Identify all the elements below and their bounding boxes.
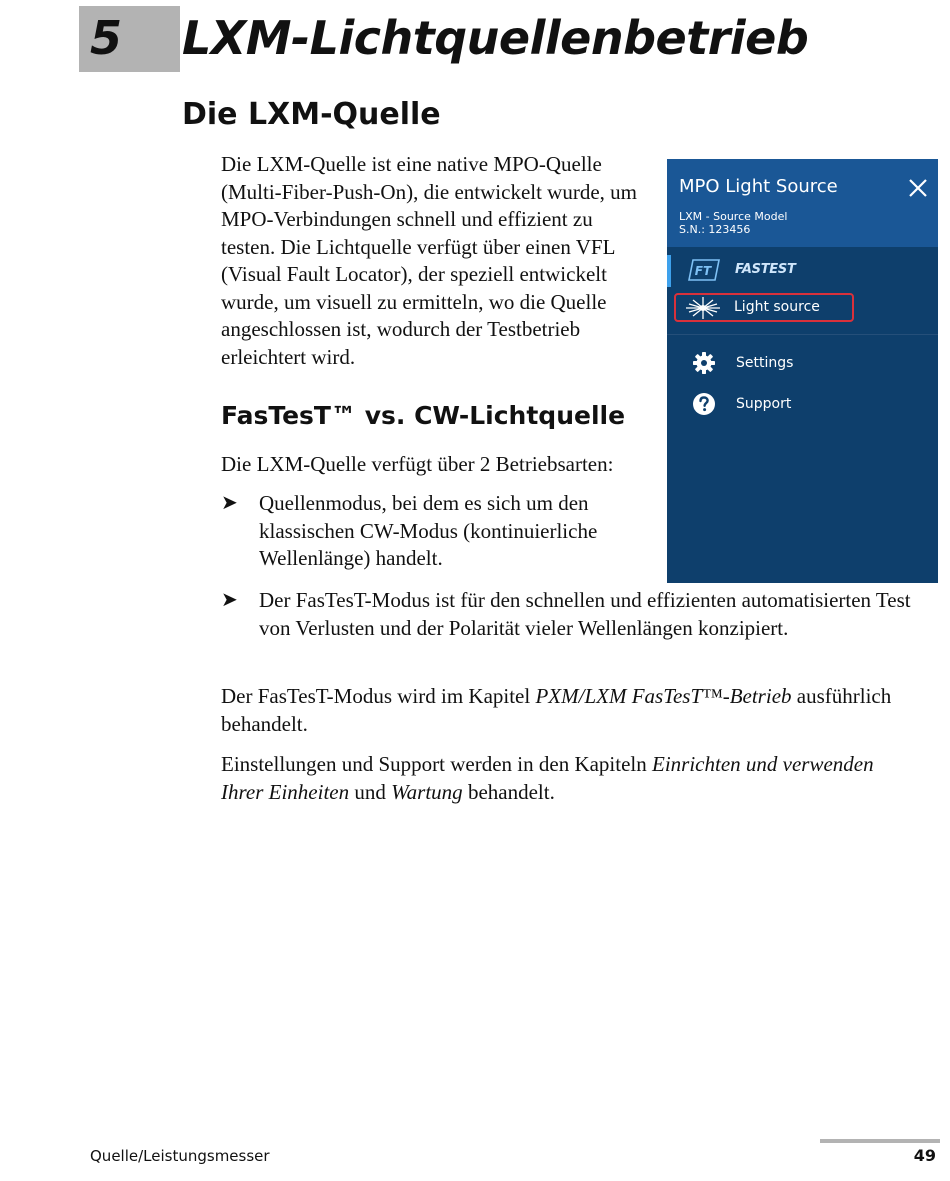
menu-item-fastest-label: FASTEST [735,262,796,277]
fastest-reference-paragraph [221,683,901,738]
text-run: behandelt. [462,779,555,804]
intro-paragraph: Die LXM-Quelle ist eine native MPO-Quelle (Multi-Fiber-Push-On), die entwickelt wurde, um MPO-Verbindungen schnell und effizient zu testen. Die Lichtquelle verfügt über einen VFL (Visual Fault Locator), der speziell entwickelt wurde, um visuell zu ermitteln, wo die Quelle angeschlossen ist, wodurch der Testbetrieb erleichtert wird. [221,152,638,369]
menu-divider [667,334,938,335]
text-run: Einstellungen und Support werden in den Kapiteln [221,752,653,776]
menu-item-support[interactable]: Support [736,396,792,412]
help-icon[interactable] [692,392,716,416]
light-source-starburst-icon [685,296,721,320]
gear-icon[interactable] [692,351,716,375]
app-menu-panel [667,159,938,583]
section-heading: Die LXM-Quelle [182,97,441,132]
active-item-indicator [667,255,671,287]
menu-item-settings[interactable]: Settings [736,355,794,371]
text-run: Der FasTesT-Modus wird im Kapitel [221,684,536,708]
bullet-arrow-icon: ➤ [221,492,238,514]
chapter-reference: Einrichten und verwenden Ihrer Einheiten [221,752,874,804]
chapter-reference: Wartung [391,779,463,804]
panel-serial-number: S.N.: 123456 [679,223,751,236]
fastest-icon [687,258,721,282]
footer-section-name: Quelle/Leistungsmesser [90,1147,270,1165]
modes-intro-paragraph: Die LXM-Quelle verfügt über 2 Betriebsarten: [221,452,614,476]
chapter-reference: PXM/LXM FasTesT™-Betrieb [535,684,792,708]
subsection-heading: FasTesT™ vs. CW-Lichtquelle [221,401,626,430]
bullet-text: Quellenmodus, bei dem es sich um den klassischen CW-Modus (kontinuierliche Wellenlänge) handelt. [259,491,598,570]
chapter-number: 5 [90,11,123,65]
bullet-arrow-icon: ➤ [221,589,238,611]
chapter-title: LXM-Lichtquellenbetrieb [182,11,809,65]
text-run: und [349,779,392,804]
bullet-text: Der FasTesT-Modus ist für den schnellen und effizienten automatisierten Test von Verlusten und der Polarität vieler Wellenlängen konzipiert. [259,588,911,640]
panel-title: MPO Light Source [679,176,838,197]
panel-model: LXM - Source Model [679,210,788,223]
page-number: 49 [913,1146,936,1165]
menu-item-light-source-label: Light source [734,299,820,315]
close-icon[interactable] [907,177,929,199]
settings-reference-paragraph [221,751,901,806]
text-run: ausführlich behandelt. [221,684,892,736]
fastest-icon-text: FT [694,264,712,278]
footer-rule [820,1139,940,1143]
